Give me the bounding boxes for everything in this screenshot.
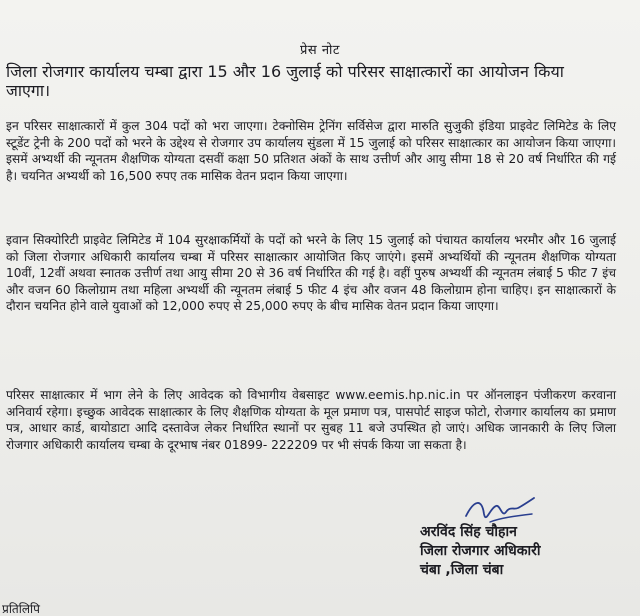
footer-text: प्रतिलिपि <box>2 602 40 616</box>
paragraph-1: इन परिसर साक्षात्कारों में कुल 304 पदों को भरा जाएगा। टेक्नोसिम ट्रेनिंग सर्विसेज द्वारा मारुति सुजुकी इंडिया प्राइवेट लिमिटेड के लिए स्टूडेंट ट्रेनी के 200 पदों को भरने के उद्देश्य से रोजगार उप कार्यालय सुंडला में 15 जुलाई को परिसर साक्षात्कार का आयोजन किया जाएगा। इसमें अभ्यर्थी की न्यूनतम शैक्षणिक योग्यता दसवीं कक्षा 50 प्रतिशत अंकों के साथ उत्तीर्ण और आयु सीमा 18 से 20 वर्ष निर्धारित की गई है। चयनित अभ्यर्थी को 16,500 रुपए तक मासिक वेतन प्रदान किया जाएगा। <box>6 119 616 183</box>
signatory-designation: जिला रोजगार अधिकारी <box>420 543 541 559</box>
document-heading: जिला रोजगार कार्यालय चम्बा द्वारा 15 और 16 जुलाई को परिसर साक्षात्कारों का आयोजन किया जाएगा। <box>6 62 564 100</box>
paragraph-2: इवान सिक्योरिटी प्राइवेट लिमिटेड में 104 सुरक्षाकर्मियों के पदों को भरने के लिए 15 जुलाई को पंचायत कार्यालय भरमौर और 16 जुलाई को जिला रोजगार अधिकारी कार्यालय चम्बा में परिसर साक्षात्कार आयोजित किए जाएंगे। इसमें अभ्यर्थियों की न्यूनतम शैक्षणिक योग्यता 10वीं, 12वीं अथवा स्नातक उत्तीर्ण तथा आयु सीमा 20 से 36 वर्ष निर्धारित की गई है। वहीं पुरुष अभ्यर्थी की न्यूनतम लंबाई 5 फीट 7 इंच और वजन 60 किलोग्राम तथा महिला अभ्यर्थी की न्यूनतम लंबाई 5 फीट 4 इंच और वजन 48 किलोग्राम होना चाहिए। इन साक्षात्कारों के दौरान चयनित होने वाले युवाओं को 12,000 रुपए से 25,000 रुपए के बीच मासिक वेतन प्रदान किया जाएगा। <box>6 233 616 313</box>
document-title: प्रेस नोट <box>300 43 340 58</box>
signatory-location: चंबा ,जिला चंबा <box>420 562 504 578</box>
signature-block <box>420 523 541 580</box>
paragraph-3: परिसर साक्षात्कार में भाग लेने के लिए आवेदक को विभागीय वेबसाइट www.eemis.hp.nic.in पर ऑनलाइन पंजीकरण करवाना अनिवार्य रहेगा। इच्छुक आवेदक साक्षात्कार के लिए शैक्षणिक योग्यता के मूल प्रमाण पत्र, पासपोर्ट साइज फोटो, रोजगार कार्यालय का प्रमाण पत्र, आधार कार्ड, बायोडाटा आदि दस्तावेज लेकर निर्धारित स्थानों पर सुबह 11 बजे उपस्थित हो जाएं। अधिक जानकारी के लिए जिला रोजगार अधिकारी कार्यालय चम्बा के दूरभाष नंबर 01899- 222209 पर भी संपर्क किया जा सकता है। <box>6 388 616 452</box>
signatory-name: अरविंद सिंह चौहान <box>420 524 517 540</box>
